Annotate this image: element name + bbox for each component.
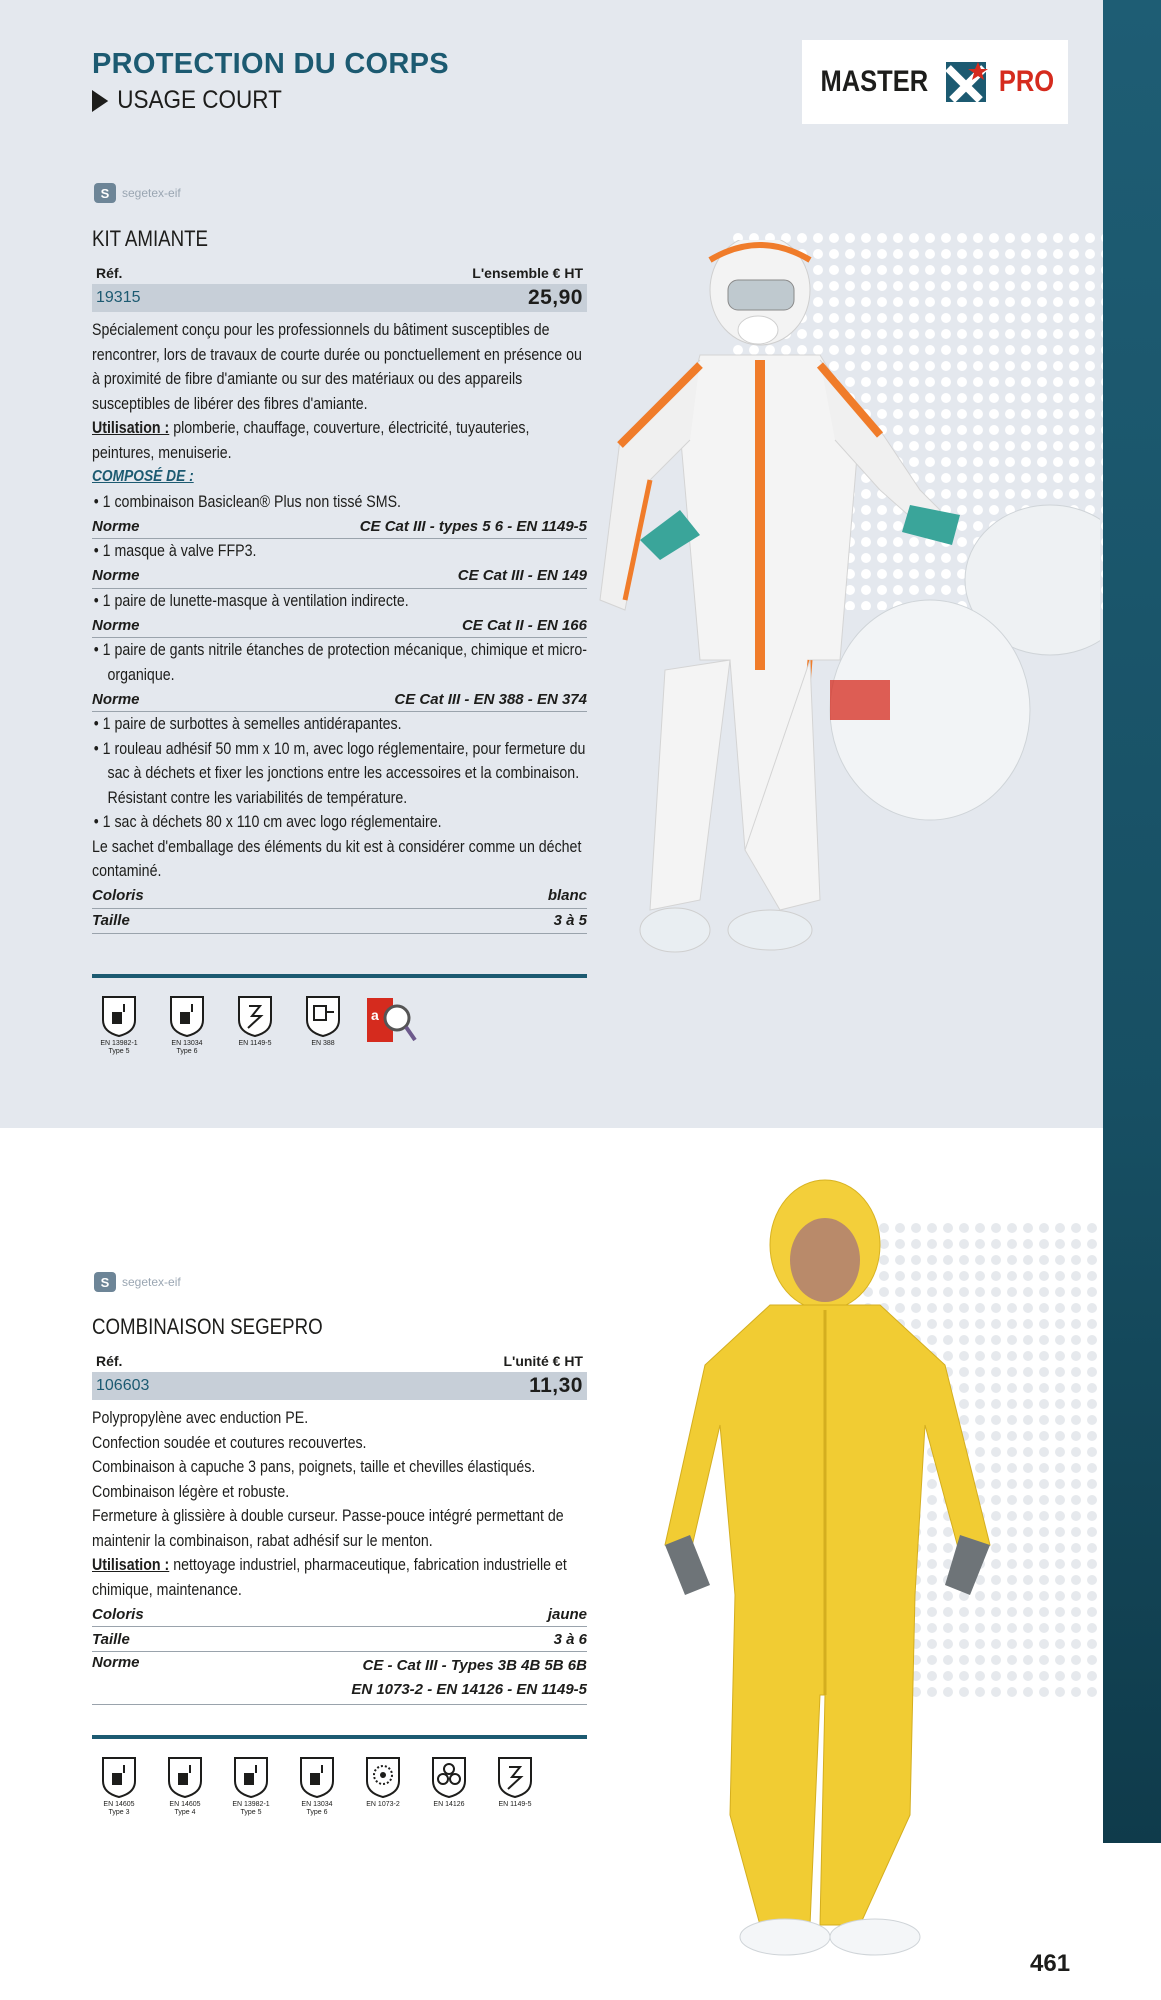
star-cross-icon: [944, 60, 988, 104]
cert-en1073-2: [356, 1755, 410, 1809]
spec-row-taille: [92, 1627, 587, 1652]
spec-value: CE Cat III - EN 388 - EN 374: [394, 690, 587, 708]
kit-item-block: [92, 539, 587, 564]
ref-label: Réf.: [96, 265, 123, 281]
kit-item: • 1 sac à déchets 80 x 110 cm avec logo réglementaire.: [93, 813, 442, 831]
spec-value: jaune: [547, 1605, 587, 1623]
spec-label: Coloris: [92, 887, 144, 904]
cert-label: EN 13982-1 Type 5: [100, 1039, 138, 1055]
cert-en1149-5: [488, 1755, 542, 1809]
brand-mark-icon: S: [94, 1272, 116, 1292]
chemical-splash-icon: [298, 1755, 336, 1799]
spec-row-norme: [92, 1652, 587, 1705]
description-line: Combinaison à capuche 3 pans, poignets, taille et chevilles élastiqués.: [92, 1458, 536, 1476]
side-stripe: [1103, 0, 1161, 1843]
cert-en388: [296, 994, 350, 1048]
cert-label: EN 1073-2: [366, 1801, 400, 1808]
glove-hazard-icon: [304, 994, 342, 1038]
spec-value: 3 à 5: [553, 912, 587, 929]
asbestos-warning-label: [364, 994, 418, 1050]
antistatic-icon: [496, 1755, 534, 1799]
cert-label: EN 13982-1 Type 5: [232, 1801, 270, 1816]
usage-label: Utilisation :: [92, 419, 170, 437]
brand-name: segetex-eif: [122, 186, 181, 200]
spec-label: Taille: [92, 1630, 130, 1648]
cert-icons: [92, 1755, 587, 1817]
asbestos-label-icon: [365, 994, 417, 1050]
spec-value: [351, 1654, 587, 1702]
ref-code: 106603: [96, 1377, 150, 1394]
description-line: Polypropylène avec enduction PE.: [92, 1409, 309, 1427]
cert-label: EN 14605 Type 4: [169, 1801, 201, 1816]
product-title: COMBINAISON SEGEPRO: [92, 1314, 323, 1339]
ref-label: Réf.: [96, 1353, 123, 1369]
ref-price-row: [92, 1372, 587, 1400]
chemical-splash-icon: [100, 1755, 138, 1799]
spec-value: blanc: [547, 887, 587, 904]
biohazard-icon: [430, 1755, 468, 1799]
page-number: 461: [1030, 1950, 1071, 1977]
spec-value: CE Cat II - EN 166: [461, 616, 587, 634]
product-title: KIT AMIANTE: [92, 226, 209, 251]
section-rule: [92, 974, 587, 978]
ref-header: [92, 262, 587, 284]
cert-en14605-type3: [92, 1755, 146, 1817]
price: 11,30: [529, 1374, 583, 1397]
yellow-coverall-photo: [660, 1175, 1000, 1975]
antistatic-icon: [236, 994, 274, 1038]
spec-value: CE Cat III - types 5 6 - EN 1149-5: [359, 517, 587, 535]
product-combinaison-segepro: [92, 1314, 587, 1817]
play-arrow-icon: [92, 90, 108, 112]
cert-en13982-1: [92, 994, 146, 1056]
logo-pro-text: PRO: [998, 65, 1054, 98]
kit-note: Le sachet d'emballage des éléments du kit est à considérer comme un déchet contaminé.: [92, 837, 582, 880]
price-label: L'ensemble € HT: [472, 265, 583, 281]
price-label: L'unité € HT: [503, 1353, 583, 1369]
spec-label: Taille: [92, 912, 130, 929]
kit-item: • 1 paire de surbottes à semelles antidérapantes.: [93, 715, 402, 733]
spec-value: CE Cat III - EN 149: [457, 567, 587, 584]
spec-row-norme: [92, 564, 587, 589]
cert-label: EN 14126: [433, 1801, 465, 1808]
product-kit-amiante: [92, 226, 587, 1056]
chemical-splash-icon: [232, 1755, 270, 1799]
brand-logo: [94, 1272, 181, 1292]
spec-row-norme: [92, 514, 587, 539]
spec-label: Norme: [92, 616, 140, 634]
product-description: [92, 1406, 587, 1602]
spec-label: Norme: [92, 1654, 140, 1671]
norme-line: CE - Cat III - Types 3B 4B 5B 6B: [362, 1657, 587, 1674]
product-description: [92, 318, 587, 514]
page-title: PROTECTION DU CORPS: [92, 48, 449, 80]
brand-name: segetex-eif: [122, 1275, 181, 1289]
description-line: Combinaison légère et robuste.: [92, 1482, 290, 1501]
cert-label: EN 14605 Type 3: [103, 1801, 135, 1816]
usage-paragraph: [92, 1553, 587, 1602]
kit-item-block: [92, 712, 587, 884]
spec-label: Norme: [92, 567, 140, 584]
norme-line: EN 1073-2 - EN 14126 - EN 1149-5: [351, 1681, 587, 1698]
cert-en14605-type4: [158, 1755, 212, 1817]
spec-label: Coloris: [92, 1605, 144, 1623]
kit-item: • 1 paire de lunette-masque à ventilation indirecte.: [93, 591, 409, 610]
cert-label: EN 13034 Type 6: [171, 1039, 203, 1055]
cert-label: EN 388: [311, 1039, 335, 1047]
price: 25,90: [527, 286, 583, 309]
section-rule: [92, 1735, 587, 1739]
compose-label: COMPOSÉ DE :: [92, 468, 194, 485]
ref-price-row: [92, 284, 587, 312]
logo-master-text: MASTER: [820, 65, 929, 98]
description-line: Fermeture à glissière à double curseur. Passe-pouce intégré permettant de maintenir la combinaison, rabat adhésif sur le menton.: [92, 1507, 564, 1550]
spec-row-coloris: [92, 1602, 587, 1627]
chemical-splash-icon: [100, 994, 138, 1038]
usage-text: plomberie, chauffage, couverture, électricité, tuyauteries, peintures, menuiserie.: [92, 419, 530, 462]
spec-label: Norme: [92, 517, 140, 535]
kit-item-block: [92, 589, 587, 614]
usage-text: nettoyage industriel, pharmaceutique, fabrication industrielle et chimique, maintenance.: [92, 1556, 567, 1599]
kit-item: • 1 paire de gants nitrile étanches de protection mécanique, chimique et micro-organique.: [93, 641, 587, 684]
spec-value: 3 à 6: [553, 1630, 587, 1648]
spec-row-norme: [92, 613, 587, 638]
cert-en13034: [290, 1755, 344, 1817]
svg-text:a: a: [371, 1006, 379, 1023]
cert-label: EN 13034 Type 6: [301, 1801, 333, 1816]
description-line: Confection soudée et coutures recouvertes.: [92, 1433, 367, 1452]
asbestos-kit-photo: [580, 240, 1100, 980]
cert-label: EN 1149-5: [498, 1801, 532, 1808]
kit-item: • 1 masque à valve FFP3.: [93, 542, 257, 560]
radioactive-particles-icon: [364, 1755, 402, 1799]
subtitle-text: USAGE COURT: [117, 86, 282, 114]
cert-en13034: [160, 994, 214, 1056]
cert-en14126: [422, 1755, 476, 1809]
page-subtitle: [92, 86, 282, 115]
cert-en13982-1: [224, 1755, 278, 1817]
cert-en1149-5: [228, 994, 282, 1048]
ref-code: 19315: [96, 289, 141, 306]
kit-item: • 1 combinaison Basiclean® Plus non tissé SMS.: [93, 492, 401, 511]
cert-icons: [92, 994, 587, 1056]
spec-row-taille: [92, 909, 587, 934]
kit-item-block: [92, 638, 587, 687]
spec-label: Norme: [92, 690, 140, 708]
usage-paragraph: [92, 416, 587, 465]
chemical-splash-icon: [168, 994, 206, 1038]
ref-header: [92, 1350, 587, 1372]
description-text: Spécialement conçu pour les professionnels du bâtiment susceptibles de rencontrer, lors de travaux de courte durée ou ponctuellement en présence ou à proximité de fibre d'amiante ou sur des matériaux ou des appareils susceptibles de libérer des fibres d'amiante.: [92, 321, 582, 413]
kit-item: • 1 rouleau adhésif 50 mm x 10 m, avec logo réglementaire, pour fermeture du sac à déchets et fixer les jonctions entre les accessoires et la combinaison. Résistant contre les variabilités de température.: [93, 739, 586, 807]
usage-label: Utilisation :: [92, 1556, 170, 1574]
masterpro-logo: [802, 40, 1068, 124]
brand-mark-icon: S: [94, 183, 116, 203]
chemical-splash-icon: [166, 1755, 204, 1799]
spec-row-norme: [92, 687, 587, 712]
brand-logo: [94, 183, 181, 203]
spec-row-coloris: [92, 884, 587, 909]
cert-label: EN 1149-5: [238, 1039, 272, 1047]
